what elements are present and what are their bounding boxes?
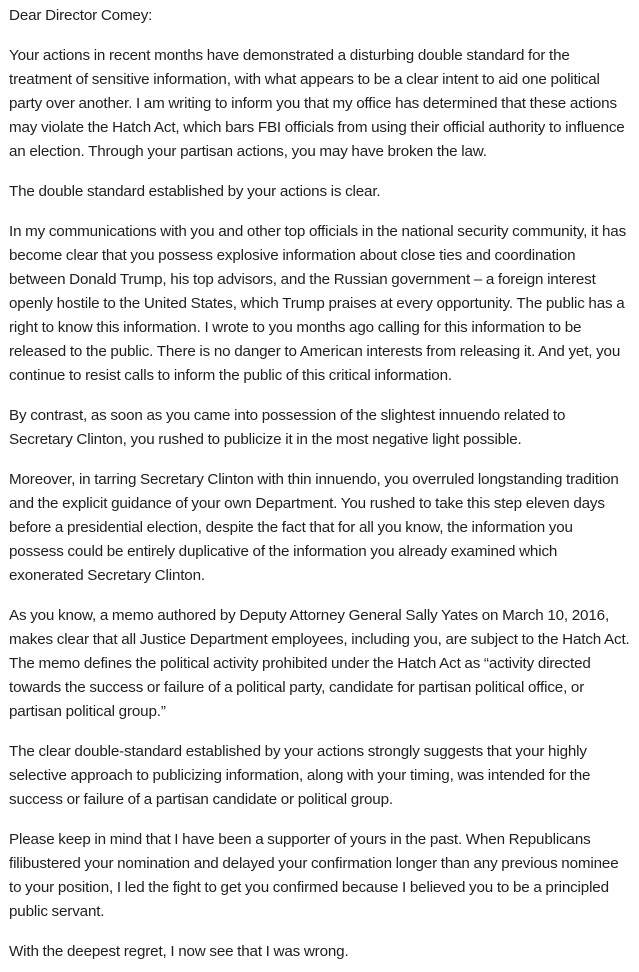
paragraph-closing-regret: With the deepest regret, I now see that I was wrong. [9,943,349,960]
salutation: Dear Director Comey: [9,7,153,24]
paragraph-hatch-act-intro: Your actions in recent months have demonstrated a disturbing double standard for the treatment of sensitive information, with what appears to be a clear intent to aid one political party over another. I am writing to inform you that my office has determined that these actions may violate the Hatch Act, which bars FBI officials from using their official authority to influence an election. Through your partisan actions, you may have broken the law. [9,47,625,160]
paragraph-trump-russia: In my communications with you and other top officials in the national security community, it has become clear that you possess explosive information about close ties and coordination between Donald Trump, his top advisors, and the Russian government – a foreign interest openly hostile to the United States, which Trump praises at every opportunity. The public has a right to know this information. I wrote to you months ago calling for this information to be released to the public. There is no danger to American interests from releasing it. And yet, you continue to resist calls to inform the public of this critical information. [9,223,627,384]
paragraph-overruled-tradition: Moreover, in tarring Secretary Clinton with thin innuendo, you overruled longstanding tradition and the explicit guidance of your own Department. You rushed to take this step eleven days before a presidential election, despite the fact that for all you know, the information you possess could be entirely duplicative of the information you already examined which exonerated Secretary Clinton. [9,471,619,584]
paragraph-yates-memo: As you know, a memo authored by Deputy Attorney General Sally Yates on March 10, 2016, makes clear that all Justice Department employees, including you, are subject to the Hatch Act. The memo defines the political activity prohibited under the Hatch Act as “activity directed towards the success or failure of a political party, candidate for partisan political office, or partisan political group.” [9,607,630,720]
paragraph-double-standard: The double standard established by your actions is clear. [9,183,381,200]
paragraph-past-support: Please keep in mind that I have been a supporter of yours in the past. When Republicans filibustered your nomination and delayed your confirmation longer than any previous nominee to your position, I led the fight to get you confirmed because I believed you to be a principled public servant. [9,831,619,920]
paragraph-selective-approach: The clear double-standard established by your actions strongly suggests that your highly selective approach to publicizing information, along with your timing, was intended for the success or failure of a partisan candidate or political group. [9,743,591,808]
paragraph-clinton-innuendo: By contrast, as soon as you came into possession of the slightest innuendo related to Secretary Clinton, you rushed to publicize it in the most negative light possible. [9,407,566,448]
